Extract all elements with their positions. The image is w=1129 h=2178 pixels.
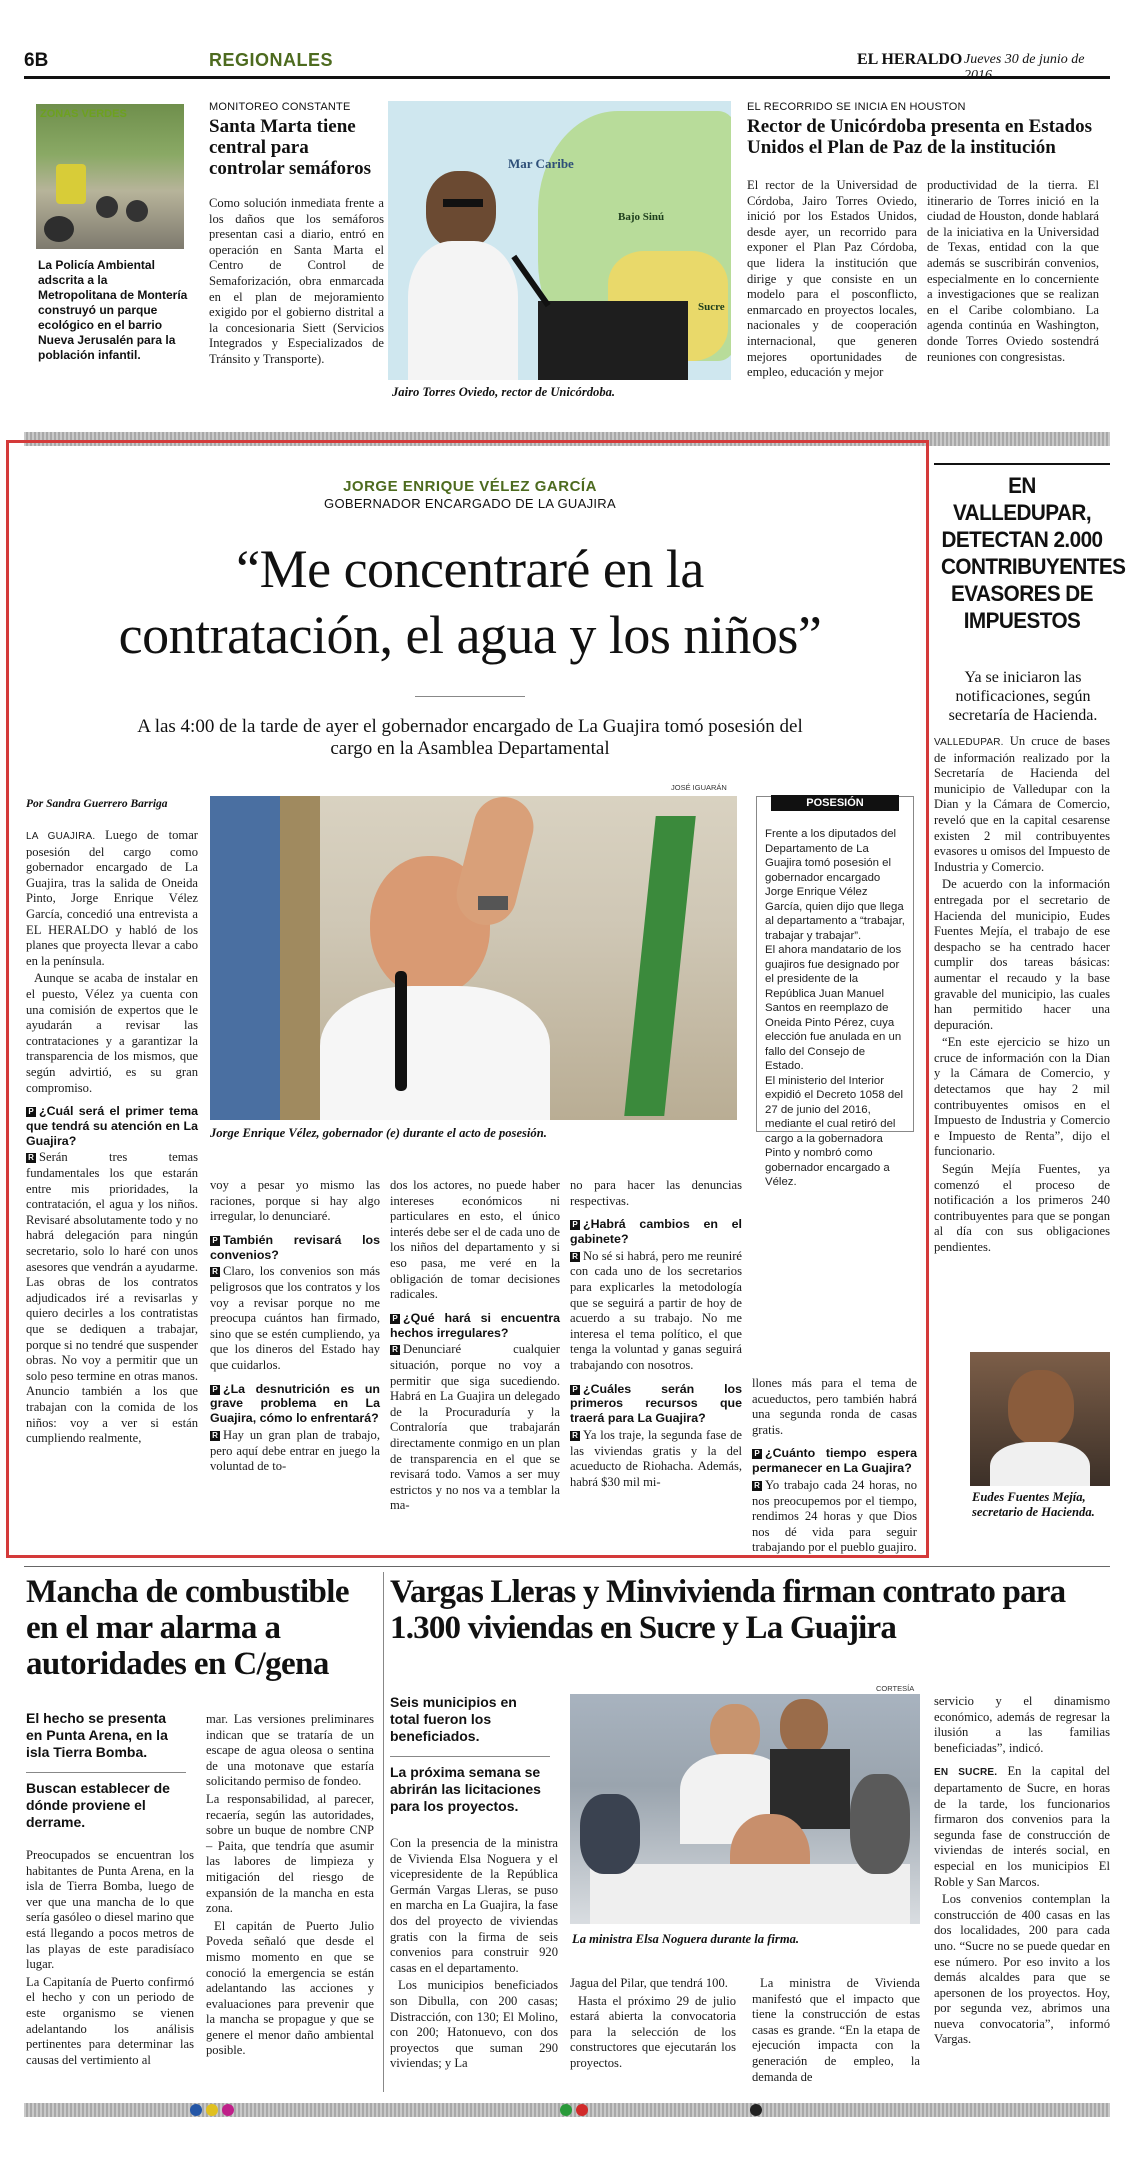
main-col-1	[26, 828, 198, 1449]
vivienda-sub-rule	[390, 1756, 550, 1757]
map-label-sucre: Sucre	[698, 301, 725, 313]
posesion-box	[756, 796, 914, 1188]
valledupar-body: VALLEDUPAR. Un cruce de bases de información realizado por la Secretaría de Hacienda del municipio de Valledupar con la Dian y la Cámara de Comercio, reveló que en la capital cesarense existen 2 mil contribuyentes evasores u omisos del Impuesto de Industria y Comercio. De acuerdo con la información entregada por el secretario de Hacienda del municipio, Eudes Fuentes Mejía, el trabajo de ese despacho se ha centrado hacer cumplir dos tareas básicas: aumentar el recaudo y la base gravable del municipio, las cuales han permitido hacer una depuración. “En este ejercicio se hizo un cruce de información con la Dian y la Cámara de Comercio, y detectamos que hay 2 mil contribuyentes omisos en el Impuesto de Industria y Comercio e Impuesto de Renta”, dijo el funcionario. Según Mejía Fuentes, ya comenzó el proceso de notificación a los primeros 240 contribuyentes para que se pongan al día con sus obligaciones pendientes.	[934, 734, 1110, 1254]
question-icon: P	[570, 1220, 580, 1230]
question-3: P ¿La desnutrición es un grave problema en La Guajira, cómo lo enfrentará?	[210, 1381, 380, 1426]
answer-icon: R	[570, 1252, 580, 1262]
vivienda-photo-credit: CORTESÍA	[876, 1684, 915, 1693]
posesion-title: POSESIÓN	[771, 795, 899, 811]
vivienda-col2: Jagua del Pilar, que tendrá 100. Hasta el próximo 29 de julio estará abierta la convocatoria para la selección de los constructores que ejecutarán los proyectos.	[570, 1976, 736, 2070]
question-2: P También revisará los convenios?	[210, 1232, 380, 1262]
mancha-sub2: Buscan establecer de dónde proviene el derrame.	[26, 1780, 170, 1830]
vivienda-photo-caption: La ministra Elsa Noguera durante la firma.	[572, 1932, 800, 1946]
mancha-sub-rule	[26, 1772, 186, 1773]
answer-icon: R	[210, 1267, 220, 1277]
semaforos-body: Como solución inmediata frente a los daños que los semáforos presentan casi a diario, entró en operación en Santa Marta el Centro de Control de Semaforización, obra enmarcada en el plan de mejoramiento exigido por el gobierno distrital a la concesionaria Siett (Servicios Integrados y Especializados de Tránsito y Transporte).	[209, 196, 384, 366]
vivienda-col3: La ministra de Vivienda manifestó que el impacto que tiene la construcción de estas casas es grande. “En la etapa de ejecución impacta con la generación de empleo, la demanda de	[752, 1976, 920, 2084]
answer-icon: R	[390, 1345, 400, 1355]
question-icon: P	[570, 1385, 580, 1395]
vivienda-sub1: Seis municipios en total fueron los beneficiados.	[390, 1694, 517, 1744]
sucre-dateline: EN SUCRE.	[934, 1767, 998, 1779]
vivienda-sub2: La próxima semana se abrirán las licitaciones para los proyectos.	[390, 1764, 541, 1814]
answer-1: R Serán tres temas fundamentales los que estarán entre mis prioridades, la contratación, el agua y los niños. Revisaré absolutamente todo y no habrá delegación para ningún secretario, solo lo haré con unos asesores que vendrán a ayudarme. Las obras de los contratos adjudicados iré a revisarlas y quiero decirles a los contratistas que se dediquen a trabajar, porque si no tendré que suspender obras. No voy a permitir que un solo peso termine en otras manos. Anuncio también a los que trabajan con la comida de los niños: voy a ver si están cumpliendo realmente,	[26, 1150, 198, 1446]
answer-1-cont: voy a pesar yo mismo las raciones, porque si hay algo irregular, lo denunciaré.	[210, 1178, 380, 1224]
main-photo-caption: Jorge Enrique Vélez, gobernador (e) durante el acto de posesión.	[210, 1126, 547, 1140]
answer-4-cont: no para hacer las denuncias respectivas.	[570, 1178, 742, 1208]
posesion-p1: Frente a los diputados del Departamento de La Guajira tomó posesión el gobernador encargado Jorge Enrique Vélez García, quien dijo que llega al departamento a “trabajar, trabajar y trabajar”.	[765, 828, 905, 942]
main-col-3	[390, 1178, 560, 1516]
zonas-verdes-label: ZONAS VERDES	[40, 108, 127, 120]
bottom-divider	[24, 1566, 1110, 1567]
valledupar-top-rule	[934, 463, 1110, 465]
question-icon: P	[752, 1449, 762, 1459]
answer-icon: R	[570, 1431, 580, 1441]
bottom-vertical-rule	[383, 1572, 384, 2092]
valledupar-photo	[970, 1352, 1110, 1486]
answer-5: R No sé si habrá, pero me reuniré con cada uno de los secretarios para explicarles la metodología que se seguirá a partir de hoy de acuerdo a su trabajo. No me interesa el tema político, el que tenga la voluntad y ganas seguirá trabajando con nosotros.	[570, 1248, 742, 1372]
posesion-text	[765, 827, 905, 1190]
unicordoba-col2: productividad de la tierra. El itinerario de Torres inició en la ciudad de Houston, donde hablará de la iniciativa en la Universidad de Texas, entidad con la que además se suscribirán convenios, especialmente en lo concerniente a investigaciones que se realizan en el Caribe colombiano. La agenda continúa en Washington, donde Torres Oviedo sostendrá reuniones con congresistas.	[927, 178, 1099, 364]
unicordoba-kicker: EL RECORRIDO SE INICIA EN HOUSTON	[747, 101, 966, 113]
main-col-2	[210, 1178, 380, 1477]
header-rule	[24, 76, 1110, 79]
intro-paragraph-2: Aunque se acaba de instalar en el puesto, Vélez ya cuenta con una comisión de expertos que le ayudarán a revisar las contrataciones y a garantizar la transparencia de los mismos, que según advirtió, es su gran compromiso.	[26, 971, 198, 1095]
unicordoba-headline: Rector de Unicórdoba presenta en Estados Unidos el Plan de Paz de la institución	[747, 116, 1092, 158]
answer-6: R Ya los traje, la segunda fase de las viviendas gratis y la del acueducto de Riohacha. Además, habrá $30 mil mi-	[570, 1427, 742, 1489]
zonas-verdes-photo	[36, 104, 184, 249]
posesion-p3: El ministerio del Interior expidió el Decreto 1058 del 27 de junio del 2016, mediante el cual retiró del cargo a la gobernadora Pinto y nombró como gobernador encargado a Vélez.	[765, 1074, 904, 1188]
interviewee-name: JORGE ENRIQUE VÉLEZ GARCÍA	[343, 478, 597, 495]
valledupar-headline: EN VALLEDUPAR, DETECTAN 2.000 CONTRIBUYENTES EVASORES DE IMPUESTOS	[941, 473, 1126, 633]
posesion-p2: El ahora mandatario de los guajiros fue designado por el presidente de la República Juan Manuel Santos en reemplazo de Oneida Pinto Pérez, cuya elección fue anulada en un fallo del Consejo de Estado.	[765, 944, 902, 1072]
answer-3: R Hay un gran plan de trabajo, pero aquí debe entrar en juego la voluntad de to-	[210, 1427, 380, 1474]
mancha-col1: Preocupados se encuentran los habitantes de Punta Arena, en la isla de Tierra Bomba, luego de ver que una mancha de lo que sería gasóleo o diesel marino que está llegando a pocos metros de las playas de este paradisíaco lugar. La Capitanía de Puerto confirmó el hecho y con un periodo de este organismo se vienen adelantando los análisis pertinentes para determinar las causas del vertimiento al	[26, 1848, 194, 2067]
question-icon: P	[210, 1385, 220, 1395]
vivienda-photo	[570, 1694, 920, 1924]
main-headline-line1: “Me concentraré en la	[236, 539, 704, 599]
answer-2: R Claro, los convenios son más peligrosos que los contratos y los voy a revisar porque no me preocupa cuántos han firmado, sino que se estén cumpliendo, ya que los dineros del Estado hay que cuidarlos.	[210, 1264, 380, 1372]
mancha-sub1: El hecho se presenta en Punta Arena, en la isla Tierra Bomba.	[26, 1710, 168, 1760]
question-4: P ¿Qué hará si encuentra hechos irregulares?	[390, 1310, 560, 1340]
main-headline-line2: contratación, el agua y los niños”	[118, 605, 822, 665]
main-col-4	[570, 1178, 742, 1492]
question-6: P ¿Cuáles serán los primeros recursos que traerá para La Guajira?	[570, 1381, 742, 1426]
page-number: 6B	[24, 50, 49, 71]
unicordoba-col1: El rector de la Universidad de Córdoba, Jairo Torres Oviedo, inició por los Estados Unidos, desde ayer, un recorrido para exponer el Plan Paz Córdoba, que lidera la institución que dirige y que consiste en un modelo para el posconflicto, enmarcado en proyectos locales, nacionales y de cooperación internacional, que generen mejores oportunidades de empleo, educación y mejor	[747, 178, 917, 380]
answer-6-cont: llones más para el tema de acueductos, pero también habrá una segunda ronda de casas gratis.	[752, 1376, 917, 1437]
unicordoba-caption: Jairo Torres Oviedo, rector de Unicórdoba.	[392, 385, 616, 399]
main-photo-credit: JOSÉ IGUARÁN	[671, 783, 727, 792]
main-subhead: A las 4:00 de la tarde de ayer el gobernador encargado de La Guajira tomó posesión del cargo en la Asamblea Departamental	[137, 716, 803, 759]
answer-4: R Denunciaré cualquier situación, porque no voy a permitir que siga sucediendo. Habrá en La Guajira un delegado de la Procuraduría y la Contraloría que trabajarán directamente conmigo en un plan de transparencia en el que se revisará todo. Vamos a ser muy estrictos y no nos va a temblar la ma-	[390, 1342, 560, 1513]
valledupar-subhead: Ya se iniciaron las notificaciones, según secretaría de Hacienda.	[948, 669, 1098, 724]
answer-icon: R	[210, 1431, 220, 1441]
answer-3-cont: dos los actores, no puede haber intereses económicos ni particulares en esto, el único interés debe ser el de cada uno de los niños del departamento y si eso pasa, me veré en la obligación de tomar decisiones radicales.	[390, 1178, 560, 1302]
headline-rule	[415, 696, 525, 697]
answer-icon: R	[752, 1481, 762, 1491]
main-photo	[210, 796, 737, 1120]
answer-7: R Yo trabajo cada 24 horas, no nos preocupemos por el tiempo, rendimos 24 horas y que Dios nos dé vida para seguir trabajando por el pueblo guajiro.	[752, 1477, 917, 1555]
unicordoba-photo	[388, 101, 731, 380]
valledupar-caption: Eudes Fuentes Mejía, secretario de Hacienda.	[972, 1490, 1095, 1519]
answer-icon: R	[26, 1153, 36, 1163]
zonas-verdes-text: La Policía Ambiental adscrita a la Metropolitana de Montería construyó un parque ecológico en el barrio Nueva Jerusalén para la población infantil.	[38, 258, 188, 362]
section-name: REGIONALES	[209, 50, 334, 70]
intro-paragraph-1: LA GUAJIRA. Luego de tomar posesión del cargo como gobernador encargado de La Guajira, tras la salida de Oneida Pinto, Jorge Enrique Vélez García, concedió una entrevista a EL HERALDO y habló de los planes que proyecta llevar a cabo en la península.	[26, 828, 198, 968]
vivienda-col1: Con la presencia de la ministra de Vivienda Elsa Noguera y el vicepresidente de la República Germán Vargas Lleras, se puso en marcha en La Guajira, la fase dos del proyecto de viviendas gratis con la firma de seis convenios para construir 920 casas en el departamento. Los municipios beneficiados son Dibulla, con 200 casas; Distracción, con 130; El Molino, con 200; Hatonuevo, con dos proyectos que suman 290 viviendas; y La	[390, 1836, 558, 2071]
question-icon: P	[390, 1314, 400, 1324]
main-col-5	[752, 1376, 917, 1558]
map-label-bajo-sinu: Bajo Sinú	[618, 211, 665, 223]
vivienda-col4: servicio y el dinamismo económico, además de regresar la ilusión a las familias beneficiadas”, indicó. EN SUCRE. En la capital del departamento de Sucre, en horas de la tarde, los funcionarios firmaron dos convenios para la segunda fase de construcción de viviendas de interés social, en especial en los municipios El Roble y San Marcos. Los convenios contemplan la construcción de 400 casas en las dos localidades, 200 para cada uno. “Sucre no se puede quedar en ese número. Por eso invito a los demás alcaldes para que se apersonen de los proyectos. Hoy, por segunda vez, abrimos una nueva convocatoria”, informó Vargas.	[934, 1694, 1110, 2047]
page-header	[24, 44, 1110, 74]
question-1: P ¿Cuál será el primer tema que tendrá su atención en La Guajira?	[26, 1104, 198, 1148]
question-5: P ¿Habrá cambios en el gabinete?	[570, 1217, 742, 1246]
newspaper-name: EL HERALDO	[857, 51, 963, 68]
map-label-mar-caribe: Mar Caribe	[508, 156, 574, 171]
mancha-col2: mar. Las versiones preliminares indican que se trataría de un escape de agua oleosa o sentina de una motonave que estaría solicitando permiso de fondeo. La responsabilidad, al parecer, recaería, según las autoridades, sobre un buque de nombre CNP – Paita, que tendría que asumir las labores de limpieza y mitigación del riesgo de expansión de la mancha en esta zona. El capitán de Puerto Julio Poveda señaló que desde el mismo momento en que se conoció la emergencia se están adelantando las acciones y evaluaciones para prevenir que la mancha se propague y que se genere el menor daño ambiental posible.	[206, 1712, 374, 2058]
issue-date: Jueves 30 de junio de	[964, 52, 1085, 67]
semaforos-headline: Santa Marta tiene central para controlar semáforos	[209, 116, 372, 179]
question-icon: P	[210, 1236, 220, 1246]
question-7: P ¿Cuánto tiempo espera permanecer en La Guajira?	[752, 1446, 917, 1476]
interviewee-role: GOBERNADOR ENCARGADO DE LA GUAJIRA	[324, 496, 616, 511]
mancha-headline: Mancha de combustible en el mar alarma a autoridades en C/gena	[26, 1574, 349, 1682]
vivienda-headline: Vargas Lleras y Minvivienda firman contrato para 1.300 viviendas en Sucre y La Guajira	[390, 1574, 1066, 1646]
main-byline: Por Sandra Guerrero Barriga	[26, 798, 168, 810]
registration-marks	[190, 2103, 790, 2117]
main-dateline: LA GUAJIRA.	[26, 831, 96, 842]
question-icon: P	[26, 1107, 36, 1117]
valledupar-dateline: VALLEDUPAR.	[934, 737, 1004, 748]
semaforos-kicker: MONITOREO CONSTANTE	[209, 101, 351, 113]
